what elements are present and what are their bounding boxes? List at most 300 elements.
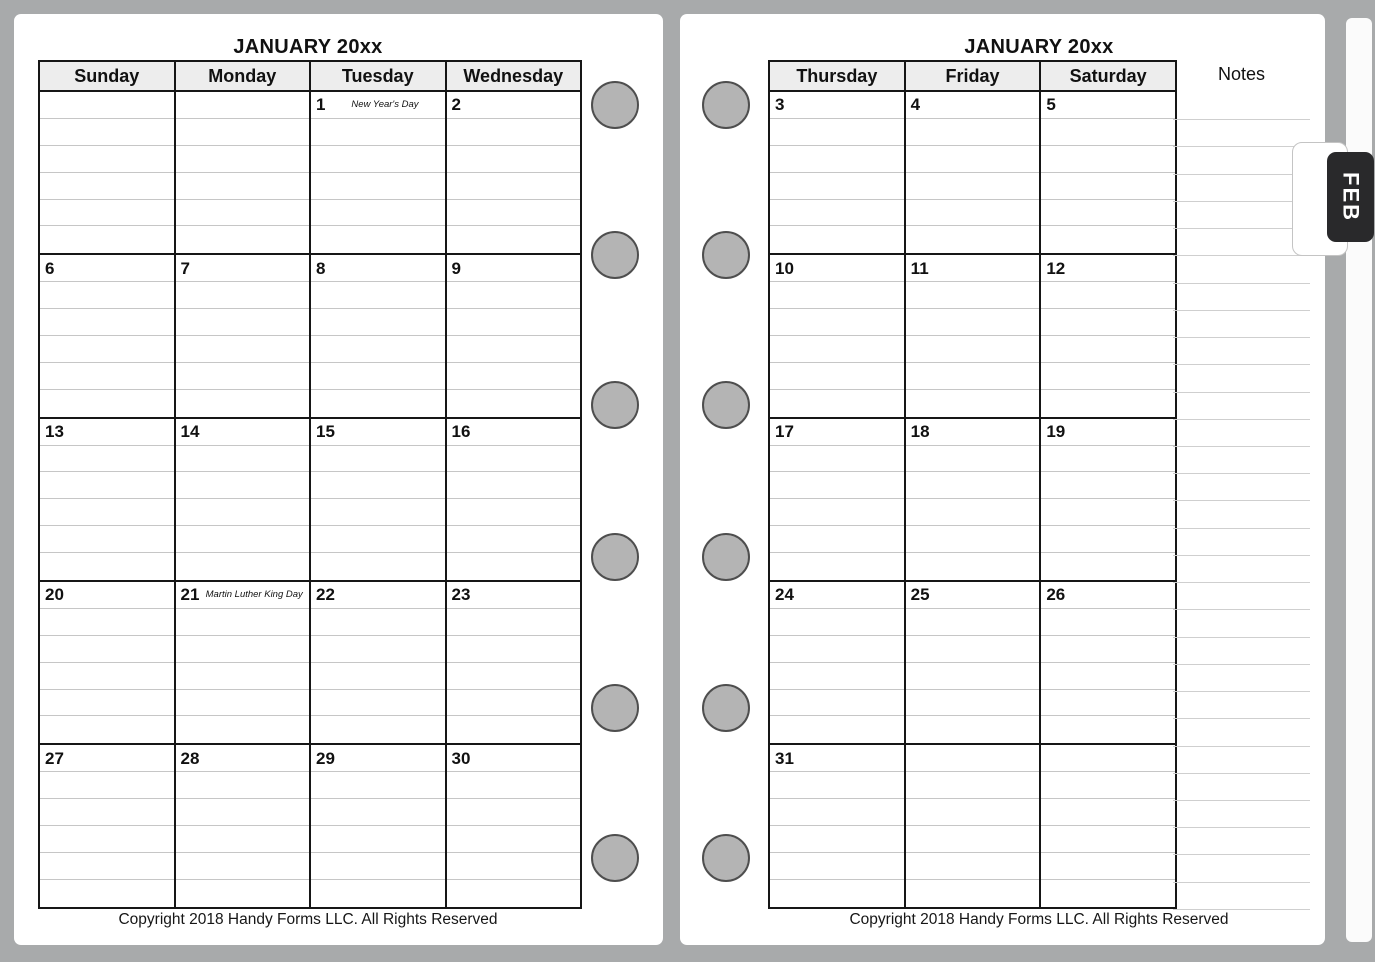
writing-line — [1041, 609, 1175, 636]
writing-line — [311, 772, 445, 799]
left-page-title: JANUARY 20xx — [233, 36, 383, 58]
writing-line — [176, 446, 310, 473]
notes-line — [1173, 609, 1310, 610]
date-number: 24 — [775, 585, 794, 605]
holiday-label: New Year's Day — [351, 99, 419, 110]
date-row — [176, 745, 310, 772]
writing-line — [447, 853, 581, 880]
week-row — [770, 582, 1175, 745]
writing-line — [906, 390, 1040, 417]
writing-line — [770, 880, 904, 907]
notes-line — [1173, 473, 1310, 474]
writing-line — [906, 772, 1040, 799]
date-number: 21 — [180, 585, 200, 605]
date-number: 27 — [45, 748, 64, 768]
writing-line — [1041, 553, 1175, 580]
writing-line — [40, 690, 174, 717]
writing-line — [1041, 282, 1175, 309]
binder-hole — [702, 834, 750, 882]
binder-hole — [702, 381, 750, 429]
notes-line — [1173, 119, 1310, 120]
date-row — [906, 582, 1040, 609]
writing-line — [770, 336, 904, 363]
writing-line — [40, 200, 174, 227]
date-row — [40, 419, 174, 446]
writing-line — [770, 390, 904, 417]
writing-line — [40, 499, 174, 526]
writing-line — [770, 663, 904, 690]
date-number: 22 — [316, 585, 335, 605]
writing-line — [906, 336, 1040, 363]
writing-line — [176, 690, 310, 717]
writing-line — [311, 226, 445, 253]
writing-line — [311, 880, 445, 907]
writing-line — [40, 119, 174, 146]
writing-line — [770, 472, 904, 499]
writing-line — [1041, 772, 1175, 799]
writing-line — [770, 690, 904, 717]
writing-line — [1041, 499, 1175, 526]
notes-line — [1173, 691, 1310, 692]
day-cell — [309, 419, 445, 580]
date-row — [906, 745, 1040, 772]
writing-line — [906, 146, 1040, 173]
writing-line — [1041, 390, 1175, 417]
writing-line — [770, 119, 904, 146]
notes-line — [1173, 337, 1310, 338]
header-tuesday: Tuesday — [309, 62, 445, 90]
notes-line — [1173, 392, 1310, 393]
day-cell — [445, 255, 581, 416]
day-cell — [904, 92, 1040, 253]
notes-line — [1173, 909, 1310, 910]
binder-hole — [591, 381, 639, 429]
date-row — [1041, 582, 1175, 609]
date-number: 25 — [910, 585, 930, 605]
writing-line — [176, 772, 310, 799]
writing-line — [176, 609, 310, 636]
writing-line — [176, 716, 310, 743]
writing-line — [770, 363, 904, 390]
writing-line — [40, 853, 174, 880]
notes-line — [1173, 310, 1310, 311]
writing-line — [770, 636, 904, 663]
writing-line — [906, 499, 1040, 526]
notes-line — [1173, 827, 1310, 828]
date-number: 4 — [910, 95, 921, 115]
writing-line — [906, 226, 1040, 253]
date-number: 19 — [1046, 422, 1066, 442]
writing-line — [447, 880, 581, 907]
writing-line — [1041, 446, 1175, 473]
notes-line — [1173, 800, 1310, 801]
day-cell — [445, 419, 581, 580]
date-row — [311, 92, 445, 119]
date-number: 29 — [316, 748, 335, 768]
writing-line — [176, 526, 310, 553]
writing-line — [311, 853, 445, 880]
date-row — [311, 419, 445, 446]
writing-line — [770, 226, 904, 253]
header-saturday: Saturday — [1039, 62, 1175, 90]
date-row — [906, 255, 1040, 282]
notes-line — [1173, 201, 1310, 202]
week-row — [770, 92, 1175, 255]
header-thursday: Thursday — [796, 65, 878, 86]
right-page-title: JANUARY 20xx — [964, 36, 1114, 58]
writing-line — [1041, 200, 1175, 227]
writing-line — [906, 282, 1040, 309]
week-row — [40, 419, 580, 582]
day-cell — [174, 419, 310, 580]
day-cell — [174, 745, 310, 906]
week-row — [770, 255, 1175, 418]
writing-line — [447, 690, 581, 717]
right-copyright: Copyright 2018 Handy Forms LLC. All Rights Reserved — [849, 911, 1229, 928]
date-number: 9 — [451, 258, 461, 278]
writing-line — [770, 499, 904, 526]
date-row — [770, 255, 904, 282]
date-number: 28 — [180, 748, 200, 768]
binder-hole — [591, 834, 639, 882]
writing-line — [1041, 146, 1175, 173]
writing-line — [311, 690, 445, 717]
left-weeks-container — [40, 92, 580, 907]
writing-line — [311, 282, 445, 309]
date-number: 6 — [45, 258, 55, 278]
writing-line — [176, 282, 310, 309]
writing-line — [176, 119, 310, 146]
writing-line — [1041, 363, 1175, 390]
left-calendar-grid — [38, 60, 582, 909]
writing-line — [1041, 880, 1175, 907]
day-cell — [40, 92, 174, 253]
writing-line — [311, 636, 445, 663]
writing-line — [176, 499, 310, 526]
writing-line — [311, 526, 445, 553]
date-row — [176, 419, 310, 446]
writing-line — [447, 499, 581, 526]
writing-line — [40, 446, 174, 473]
writing-line — [1041, 119, 1175, 146]
writing-line — [1041, 690, 1175, 717]
week-row — [770, 745, 1175, 906]
date-row — [770, 92, 904, 119]
day-cell — [40, 745, 174, 906]
day-cell — [770, 582, 904, 743]
date-number: 13 — [45, 422, 64, 442]
notes-line — [1173, 228, 1310, 229]
writing-line — [40, 880, 174, 907]
writing-line — [176, 363, 310, 390]
notes-line — [1173, 146, 1310, 147]
day-cell — [1039, 745, 1175, 906]
writing-line — [176, 853, 310, 880]
left-copyright: Copyright 2018 Handy Forms LLC. All Rights Reserved — [118, 911, 498, 928]
date-row — [40, 582, 174, 609]
writing-line — [906, 716, 1040, 743]
notes-line — [1173, 773, 1310, 774]
header-monday: Monday — [174, 62, 310, 90]
writing-line — [40, 336, 174, 363]
writing-line — [447, 282, 581, 309]
writing-line — [40, 609, 174, 636]
writing-line — [1041, 336, 1175, 363]
writing-line — [40, 799, 174, 826]
writing-line — [906, 853, 1040, 880]
writing-line — [1041, 309, 1175, 336]
notes-line — [1173, 528, 1310, 529]
notes-line — [1173, 882, 1310, 883]
date-number: 3 — [775, 95, 785, 115]
date-number: 20 — [45, 585, 64, 605]
writing-line — [40, 663, 174, 690]
writing-line — [176, 336, 310, 363]
date-number: 10 — [775, 258, 794, 278]
notes-line — [1173, 419, 1310, 420]
day-cell — [445, 582, 581, 743]
writing-line — [447, 446, 581, 473]
writing-line — [770, 282, 904, 309]
writing-line — [906, 363, 1040, 390]
writing-line — [1041, 799, 1175, 826]
day-cell — [904, 745, 1040, 906]
left-page — [14, 14, 663, 945]
writing-line — [906, 826, 1040, 853]
day-cell — [1039, 255, 1175, 416]
date-number: 11 — [910, 258, 929, 278]
date-row — [447, 582, 581, 609]
writing-line — [40, 173, 174, 200]
writing-line — [176, 636, 310, 663]
writing-line — [40, 309, 174, 336]
date-number: 30 — [451, 748, 471, 768]
binder-hole — [591, 533, 639, 581]
writing-line — [40, 363, 174, 390]
writing-line — [447, 663, 581, 690]
week-row — [40, 745, 580, 906]
date-number: 17 — [775, 422, 794, 442]
date-number: 12 — [1046, 258, 1066, 278]
binder-hole — [702, 533, 750, 581]
writing-line — [770, 200, 904, 227]
notes-line — [1173, 174, 1310, 175]
writing-line — [40, 826, 174, 853]
writing-line — [311, 499, 445, 526]
binder-hole — [591, 81, 639, 129]
writing-line — [447, 472, 581, 499]
writing-line — [40, 390, 174, 417]
right-day-header-row — [770, 62, 1175, 92]
writing-line — [770, 772, 904, 799]
writing-line — [447, 146, 581, 173]
day-cell — [445, 92, 581, 253]
day-cell — [309, 255, 445, 416]
day-cell — [40, 582, 174, 743]
date-number: 7 — [180, 258, 190, 278]
day-cell — [1039, 582, 1175, 743]
writing-line — [447, 173, 581, 200]
binder-hole — [702, 231, 750, 279]
week-row — [40, 582, 580, 745]
notes-column-label: Notes — [1217, 63, 1266, 84]
date-row — [447, 419, 581, 446]
writing-line — [447, 390, 581, 417]
notes-line — [1173, 746, 1310, 747]
date-number: 26 — [1046, 585, 1066, 605]
writing-line — [1041, 716, 1175, 743]
writing-line — [311, 609, 445, 636]
day-cell — [770, 745, 904, 906]
writing-line — [40, 146, 174, 173]
writing-line — [447, 363, 581, 390]
date-row — [447, 92, 581, 119]
day-cell — [174, 582, 310, 743]
date-row — [40, 255, 174, 282]
writing-line — [1041, 472, 1175, 499]
writing-line — [447, 716, 581, 743]
writing-line — [311, 309, 445, 336]
writing-line — [311, 390, 445, 417]
writing-line — [40, 553, 174, 580]
notes-line — [1173, 664, 1310, 665]
writing-line — [447, 226, 581, 253]
date-row — [906, 419, 1040, 446]
writing-line — [447, 336, 581, 363]
writing-line — [40, 226, 174, 253]
writing-line — [40, 282, 174, 309]
writing-line — [447, 119, 581, 146]
day-cell — [309, 745, 445, 906]
writing-line — [176, 663, 310, 690]
writing-line — [40, 472, 174, 499]
day-cell — [770, 255, 904, 416]
writing-line — [770, 146, 904, 173]
writing-line — [447, 309, 581, 336]
header-friday: Friday — [904, 62, 1040, 90]
date-number: 15 — [316, 422, 335, 442]
tab-feb[interactable] — [1327, 152, 1374, 242]
writing-line — [906, 609, 1040, 636]
writing-line — [770, 173, 904, 200]
writing-line — [906, 880, 1040, 907]
day-cell — [40, 419, 174, 580]
writing-line — [770, 553, 904, 580]
writing-line — [40, 636, 174, 663]
date-row — [1041, 92, 1175, 119]
writing-line — [447, 526, 581, 553]
writing-line — [311, 173, 445, 200]
notes-line — [1173, 446, 1310, 447]
writing-line — [906, 636, 1040, 663]
writing-line — [1041, 826, 1175, 853]
notes-line — [1173, 500, 1310, 501]
day-cell — [174, 92, 310, 253]
day-cell — [770, 419, 904, 580]
date-row — [176, 255, 310, 282]
writing-line — [311, 553, 445, 580]
date-row — [1041, 419, 1175, 446]
writing-line — [311, 799, 445, 826]
writing-line — [447, 609, 581, 636]
week-row — [770, 419, 1175, 582]
day-cell — [904, 582, 1040, 743]
date-number: 14 — [180, 422, 200, 442]
writing-line — [176, 880, 310, 907]
writing-line — [40, 772, 174, 799]
writing-line — [770, 799, 904, 826]
date-row — [447, 255, 581, 282]
writing-line — [906, 526, 1040, 553]
date-row — [176, 582, 310, 609]
writing-line — [311, 200, 445, 227]
writing-line — [311, 446, 445, 473]
day-cell — [40, 255, 174, 416]
date-number: 18 — [910, 422, 930, 442]
writing-line — [906, 690, 1040, 717]
writing-line — [176, 799, 310, 826]
date-number: 2 — [451, 95, 461, 115]
writing-line — [906, 119, 1040, 146]
date-row — [447, 745, 581, 772]
writing-line — [40, 526, 174, 553]
date-row — [40, 92, 174, 119]
day-cell — [904, 255, 1040, 416]
binder-hole — [702, 684, 750, 732]
writing-line — [770, 309, 904, 336]
right-calendar-grid — [768, 60, 1177, 909]
writing-line — [176, 472, 310, 499]
writing-line — [1041, 173, 1175, 200]
writing-line — [770, 853, 904, 880]
writing-line — [1041, 636, 1175, 663]
notes-line — [1173, 364, 1310, 365]
writing-line — [447, 636, 581, 663]
week-row — [40, 92, 580, 255]
writing-line — [311, 119, 445, 146]
writing-line — [311, 663, 445, 690]
writing-line — [311, 336, 445, 363]
left-day-header-row — [40, 62, 580, 92]
date-row — [176, 92, 310, 119]
header-sunday: Sunday — [74, 65, 140, 86]
writing-line — [447, 772, 581, 799]
writing-line — [176, 553, 310, 580]
notes-line — [1173, 718, 1310, 719]
date-number: 1 — [316, 95, 326, 115]
notes-line — [1173, 637, 1310, 638]
writing-line — [770, 716, 904, 743]
day-cell — [445, 745, 581, 906]
writing-line — [906, 446, 1040, 473]
day-cell — [309, 92, 445, 253]
day-cell — [309, 582, 445, 743]
date-number: 16 — [451, 422, 471, 442]
writing-line — [770, 609, 904, 636]
writing-line — [40, 716, 174, 743]
writing-line — [906, 799, 1040, 826]
date-number: 5 — [1046, 95, 1056, 115]
writing-line — [176, 226, 310, 253]
writing-line — [1041, 853, 1175, 880]
binder-hole — [591, 684, 639, 732]
date-row — [906, 92, 1040, 119]
date-row — [311, 582, 445, 609]
writing-line — [311, 826, 445, 853]
day-cell — [904, 419, 1040, 580]
writing-line — [447, 799, 581, 826]
holiday-label: Martin Luther King Day — [205, 589, 303, 600]
